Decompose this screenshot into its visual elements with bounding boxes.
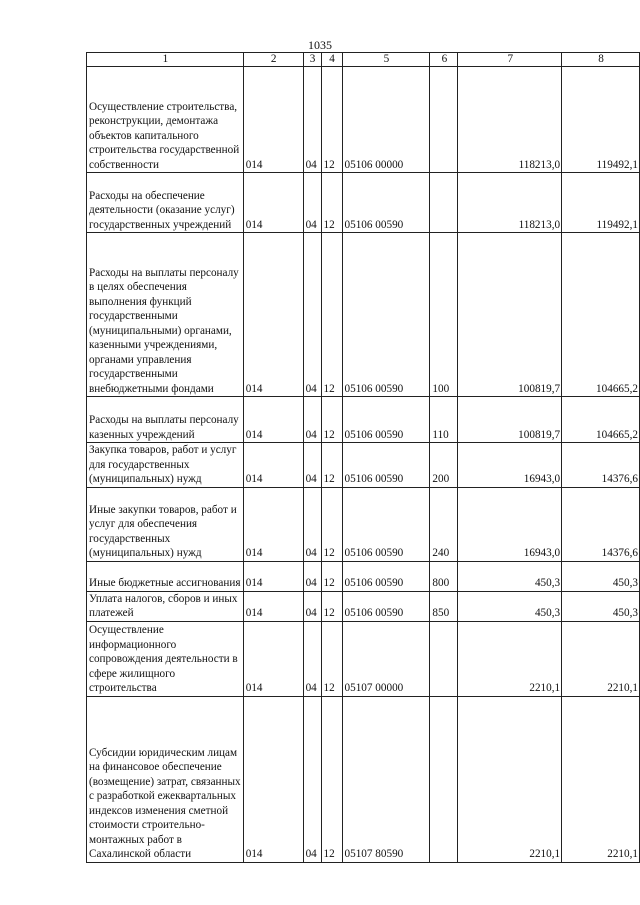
column-7-cell: 118213,0 [458,67,562,173]
column-8-cell: 104665,2 [562,397,640,443]
column-4-cell: 12 [321,621,342,696]
column-2-cell: 014 [243,173,303,233]
row-name-cell: Иные бюджетные ассигнования [87,561,244,591]
column-7-cell: 2210,1 [458,621,562,696]
column-2-cell: 014 [243,443,303,488]
column-4-cell: 12 [321,561,342,591]
row-name-cell: Расходы на выплаты персоналу казенных учреждений [87,397,244,443]
column-8-cell: 119492,1 [562,67,640,173]
column-6-cell: 800 [430,561,458,591]
column-3-cell: 04 [303,561,321,591]
table-row [87,487,640,561]
column-2-cell: 014 [243,67,303,173]
table-row [87,67,640,173]
column-5-cell: 05106 00000 [342,67,430,173]
column-8-cell: 2210,1 [562,696,640,862]
row-name-cell: Субсидии юридическим лицам на финансовое обеспечение (возмещение) затрат, связанных с разработкой ежеквартальных индексов изменения сметной стоимости строительно-монтажных работ в Сахалинской области [87,696,244,862]
column-8-cell: 104665,2 [562,233,640,397]
page-number: 1035 [308,38,332,52]
column-5-cell: 05106 00590 [342,487,430,561]
column-3-cell: 04 [303,233,321,397]
table-header-row [87,53,640,67]
header-cell: 8 [562,53,640,67]
column-6-cell [430,696,458,862]
row-name-cell: Осуществление строительства, реконструкции, демонтажа объектов капитального строительства государственной собственности [87,67,244,173]
row-name-cell: Уплата налогов, сборов и иных платежей [87,591,244,621]
column-3-cell: 04 [303,621,321,696]
table-row [87,621,640,696]
column-7-cell: 100819,7 [458,233,562,397]
header-cell: 7 [458,53,562,67]
column-5-cell: 05106 00590 [342,173,430,233]
column-3-cell: 04 [303,487,321,561]
column-6-cell: 200 [430,443,458,488]
column-4-cell: 12 [321,233,342,397]
column-5-cell: 05106 00590 [342,561,430,591]
column-4-cell: 12 [321,443,342,488]
header-cell: 1 [87,53,244,67]
column-8-cell: 450,3 [562,591,640,621]
column-3-cell: 04 [303,173,321,233]
column-4-cell: 12 [321,173,342,233]
column-5-cell: 05106 00590 [342,397,430,443]
column-5-cell: 05106 00590 [342,443,430,488]
column-7-cell: 2210,1 [458,696,562,862]
table-row [87,397,640,443]
column-7-cell: 450,3 [458,561,562,591]
column-5-cell: 05106 00590 [342,591,430,621]
row-name-cell: Расходы на обеспечение деятельности (оказание услуг) государственных учреждений [87,173,244,233]
column-8-cell: 119492,1 [562,173,640,233]
column-8-cell: 2210,1 [562,621,640,696]
table-row [87,233,640,397]
column-6-cell: 850 [430,591,458,621]
column-2-cell: 014 [243,397,303,443]
column-6-cell: 240 [430,487,458,561]
column-3-cell: 04 [303,67,321,173]
row-name-cell: Закупка товаров, работ и услуг для государственных (муниципальных) нужд [87,443,244,488]
column-7-cell: 450,3 [458,591,562,621]
column-6-cell [430,621,458,696]
header-cell: 6 [430,53,458,67]
table-row [87,443,640,488]
column-7-cell: 16943,0 [458,487,562,561]
column-7-cell: 100819,7 [458,397,562,443]
column-4-cell: 12 [321,591,342,621]
column-6-cell [430,173,458,233]
column-5-cell: 05107 00000 [342,621,430,696]
column-8-cell: 14376,6 [562,443,640,488]
column-7-cell: 16943,0 [458,443,562,488]
column-3-cell: 04 [303,696,321,862]
column-2-cell: 014 [243,591,303,621]
column-6-cell [430,67,458,173]
column-4-cell: 12 [321,67,342,173]
column-7-cell: 118213,0 [458,173,562,233]
column-5-cell: 05106 00590 [342,233,430,397]
row-name-cell: Осуществление информационного сопровождения деятельности в сфере жилищного строительства [87,621,244,696]
column-6-cell: 100 [430,233,458,397]
column-8-cell: 450,3 [562,561,640,591]
column-2-cell: 014 [243,487,303,561]
column-4-cell: 12 [321,397,342,443]
header-cell: 2 [243,53,303,67]
row-name-cell: Расходы на выплаты персоналу в целях обеспечения выполнения функций государственными (муниципальными) органами, казенными учреждениями, органами управления государственными внебюджетными фондами [87,233,244,397]
table-row [87,591,640,621]
budget-table [86,52,640,863]
column-3-cell: 04 [303,591,321,621]
column-2-cell: 014 [243,621,303,696]
table-row [87,696,640,862]
column-8-cell: 14376,6 [562,487,640,561]
column-2-cell: 014 [243,233,303,397]
column-3-cell: 04 [303,443,321,488]
column-6-cell: 110 [430,397,458,443]
column-5-cell: 05107 80590 [342,696,430,862]
table-row [87,561,640,591]
column-4-cell: 12 [321,487,342,561]
header-cell: 5 [342,53,430,67]
column-2-cell: 014 [243,696,303,862]
column-3-cell: 04 [303,397,321,443]
row-name-cell: Иные закупки товаров, работ и услуг для обеспечения государственных (муниципальных) нужд [87,487,244,561]
column-2-cell: 014 [243,561,303,591]
column-4-cell: 12 [321,696,342,862]
header-cell: 3 [303,53,321,67]
header-cell: 4 [321,53,342,67]
table-row [87,173,640,233]
